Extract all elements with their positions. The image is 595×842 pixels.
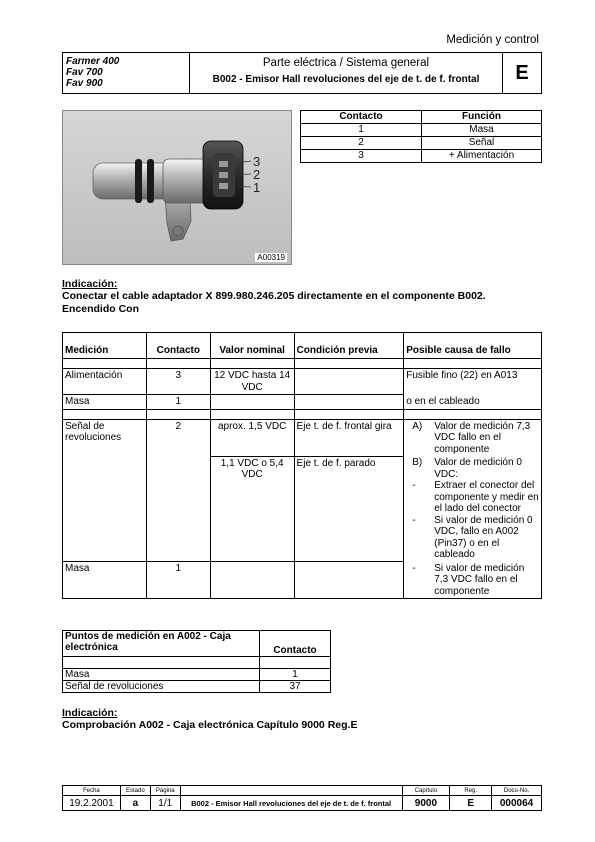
table-cell <box>146 456 210 562</box>
section-heading: Medición y control <box>446 34 539 46</box>
table-row <box>63 419 542 456</box>
footer-doc-number: 000064 <box>492 796 542 811</box>
page-title: Parte eléctrica / Sistema general <box>262 57 430 69</box>
model-list <box>63 53 190 93</box>
note-line: Conectar el cable adaptador X 899.980.246.205 directamente en el componente B002. <box>62 290 486 302</box>
table-cell: aprox. 1,5 VDC <box>210 419 294 456</box>
column-header: Función <box>422 111 542 124</box>
table-header-row <box>63 631 331 657</box>
model-name: Farmer 400 <box>66 56 120 67</box>
table-cell <box>404 562 542 599</box>
cause-text: Si valor de medición 0 VDC, fallo en A002 (Pin37) o en el cableado <box>434 514 533 560</box>
table-cell: Alimentación <box>63 369 147 395</box>
footer-label: Estado <box>120 786 150 796</box>
table-header-row <box>63 333 542 359</box>
column-header: Contacto <box>260 631 331 657</box>
table-row <box>301 150 542 163</box>
table-cell <box>294 395 404 410</box>
sensor-photo <box>62 110 292 265</box>
footer-label: Fecha <box>63 786 121 796</box>
footer-values <box>63 796 542 811</box>
table-cell: Fusible fino (22) en A013 <box>404 369 542 395</box>
table-cell: 1 <box>301 124 422 137</box>
footer-label: Reg. <box>450 786 492 796</box>
cause-text: Extraer el conector del componente y medir en el lado del conector <box>434 480 539 514</box>
model-name: Fav 700 <box>66 67 103 78</box>
footer-chapter: 9000 <box>402 796 450 811</box>
table-cell: 37 <box>260 681 331 693</box>
footer-page: 1/1 <box>150 796 180 811</box>
column-header: Condición previa <box>294 333 404 359</box>
table-row <box>63 669 331 681</box>
note-title: Indicación: <box>62 707 118 719</box>
table-cell: Señal de revoluciones <box>63 681 260 693</box>
pin-label: 2 <box>253 167 261 182</box>
footer-labels <box>63 786 542 796</box>
contact-function-table <box>300 110 542 163</box>
image-code: A00319 <box>257 253 285 262</box>
table-header-row <box>301 111 542 124</box>
footer-title: B002 - Emisor Hall revoluciones del eje de t. de f. frontal <box>180 796 402 811</box>
column-header: Medición <box>63 333 147 359</box>
table-spacer <box>63 359 542 369</box>
note-line: Comprobación A002 - Caja electrónica Capítulo 9000 Reg.E <box>62 719 358 731</box>
table-cell: 12 VDC hasta 14 VDC <box>210 369 294 395</box>
table-cell <box>63 456 147 562</box>
measurement-points-table <box>62 630 331 693</box>
footer-label <box>180 786 402 796</box>
table-cell: Masa <box>63 395 147 410</box>
table-cell: 2 <box>146 419 210 456</box>
footer-register: E <box>450 796 492 811</box>
note-block <box>62 278 542 316</box>
table-cell: Masa <box>63 562 147 599</box>
note-block <box>62 707 542 732</box>
item-label: - <box>412 480 416 491</box>
column-header: Contacto <box>301 111 422 124</box>
cause-text: Valor de medición 7,3 VDC fallo en el componente <box>434 420 531 455</box>
table-cell <box>404 456 542 562</box>
measurement-table <box>62 332 542 599</box>
table-row <box>63 562 542 599</box>
table-cell: 1,1 VDC o 5,4 VDC <box>210 456 294 562</box>
table-cell: Señal <box>422 137 542 150</box>
column-header: Puntos de medición en A002 - Caja electrónica <box>63 631 260 657</box>
footer-date: 19.2.2001 <box>63 796 121 811</box>
table-cell: 1 <box>146 395 210 410</box>
table-cell <box>404 419 542 456</box>
table-row <box>301 124 542 137</box>
item-label: A) <box>412 420 423 432</box>
table-spacer <box>63 409 542 419</box>
table-cell: Eje t. de f. frontal gira <box>294 419 404 456</box>
table-spacer <box>63 657 331 669</box>
cause-text: Valor de medición 0 VDC: <box>434 457 522 480</box>
document-header <box>62 52 542 94</box>
table-cell <box>294 562 404 599</box>
table-cell <box>294 369 404 395</box>
table-cell: 2 <box>301 137 422 150</box>
item-label: - <box>412 562 416 574</box>
note-line: Encendido Con <box>62 303 139 315</box>
item-label: - <box>412 514 416 526</box>
table-cell: 3 <box>146 369 210 395</box>
table-cell: 1 <box>146 562 210 599</box>
section-letter: E <box>515 62 529 84</box>
table-cell <box>210 562 294 599</box>
cause-text: Si valor de medición 7,3 VDC fallo en el componente <box>434 562 525 597</box>
table-row <box>63 369 542 395</box>
table-cell <box>210 395 294 410</box>
table-cell: Señal de revoluciones <box>63 419 147 456</box>
note-title: Indicación: <box>62 278 118 290</box>
table-row <box>63 681 331 693</box>
column-header: Posible causa de fallo <box>404 333 542 359</box>
table-cell: Masa <box>422 124 542 137</box>
pin-label: 3 <box>253 154 261 169</box>
table-cell: Masa <box>63 669 260 681</box>
item-label: B) <box>412 457 423 468</box>
hall-sensor-illustration <box>63 111 292 265</box>
header-title-block <box>190 53 503 93</box>
footer-label: Docu-No. <box>492 786 542 796</box>
column-header: Valor nominal <box>210 333 294 359</box>
document-footer <box>62 785 542 811</box>
table-cell: 1 <box>260 669 331 681</box>
page-subtitle: B002 - Emisor Hall revoluciones del eje de t. de f. frontal <box>212 74 480 85</box>
table-row <box>63 456 542 562</box>
footer-label: Capítulo <box>402 786 450 796</box>
footer-label: Página <box>150 786 180 796</box>
column-header: Contacto <box>146 333 210 359</box>
table-row <box>63 395 542 410</box>
model-name: Fav 900 <box>66 78 103 89</box>
pin-label: 1 <box>253 180 261 195</box>
table-cell: o en el cableado <box>404 395 542 410</box>
table-cell: Eje t. de f. parado <box>294 456 404 562</box>
table-cell: + Alimentación <box>422 150 542 163</box>
footer-status: a <box>120 796 150 811</box>
table-cell: 3 <box>301 150 422 163</box>
table-row <box>301 137 542 150</box>
